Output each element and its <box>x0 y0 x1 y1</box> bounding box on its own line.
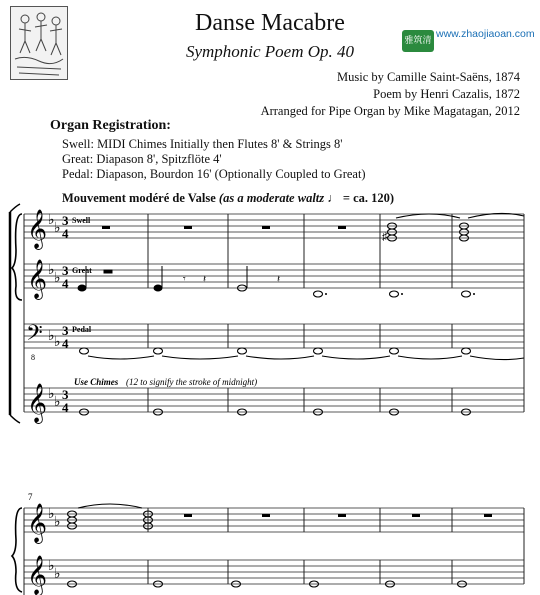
treble-clef-great: 𝄞 <box>27 261 48 298</box>
great-label: Great <box>72 266 92 275</box>
watermark-url: www.zhaojiaoan.com <box>436 28 535 40</box>
svg-text:3: 3 <box>62 263 69 278</box>
watermark-logo: 雅筑清新 <box>402 30 434 52</box>
arranger-credit: Arranged for Pipe Organ by Mike Magatagan, 2012 <box>260 104 520 118</box>
chimes-note: (12 to signify the stroke of midnight) <box>126 377 258 387</box>
time-signatures <box>62 213 69 415</box>
registration-heading: Organ Registration: <box>50 118 171 133</box>
key-signatures <box>48 213 61 410</box>
composer-credit: Music by Camille Saint-Saëns, 1874 <box>337 70 520 84</box>
svg-text:4: 4 <box>62 276 69 291</box>
octave-mark: 8 <box>31 353 35 362</box>
great-staff-lines <box>24 264 524 288</box>
system2-staff-lines <box>24 508 524 584</box>
sharp-accidental: ♯ <box>382 231 388 243</box>
svg-text:𝄽: 𝄽 <box>203 274 207 285</box>
sys2-whole-rests <box>184 514 492 517</box>
svg-text:♭: ♭ <box>48 263 55 278</box>
swell-label: Swell <box>72 216 91 225</box>
pedal-label: Pedal <box>72 325 92 334</box>
svg-text:♭: ♭ <box>48 213 55 228</box>
great-notes <box>78 266 475 297</box>
svg-text:♭: ♭ <box>48 387 55 402</box>
svg-text:4: 4 <box>62 226 69 241</box>
system2-barlines <box>24 508 524 595</box>
registration-swell: Swell: MIDI Chimes Initially then Flutes 8' & Strings 8' <box>62 137 343 151</box>
svg-text:♭: ♭ <box>48 559 55 574</box>
swell-staff-lines <box>24 214 524 238</box>
svg-text:♭: ♭ <box>48 329 55 344</box>
svg-text:𝄾: 𝄾 <box>183 274 186 285</box>
pedal-staff-lines <box>24 324 524 348</box>
svg-text:3: 3 <box>62 323 69 338</box>
tempo-metronome: ♩ = ca. 120) <box>327 191 395 205</box>
system1-bracket-top <box>10 204 20 212</box>
swell-chords <box>388 213 525 241</box>
svg-text:4: 4 <box>62 336 69 351</box>
svg-text:♭: ♭ <box>54 271 61 286</box>
svg-text:♭: ♭ <box>54 515 61 530</box>
svg-text:♭: ♭ <box>48 507 55 522</box>
swell-whole-rests <box>102 226 346 229</box>
pedal-notes <box>80 348 525 360</box>
svg-text:3: 3 <box>62 213 69 228</box>
svg-text:♭: ♭ <box>54 567 61 582</box>
piece-subtitle: Symphonic Poem Op. 40 <box>185 42 355 61</box>
sys2-key-signatures <box>48 507 61 582</box>
measure-number: 7 <box>28 492 33 502</box>
treble-clef-sys2-lower: 𝄞 <box>27 557 48 594</box>
svg-text:4: 4 <box>62 400 69 415</box>
svg-text:♭: ♭ <box>54 335 61 350</box>
svg-text:3: 3 <box>62 387 69 402</box>
tempo-italic: (as a moderate waltz <box>218 191 325 205</box>
bass-clef-pedal: 𝄢 <box>26 321 43 350</box>
chimes-staff-lines <box>24 388 524 412</box>
treble-clef-swell: 𝄞 <box>27 211 48 248</box>
poet-credit: Poem by Henri Cazalis, 1872 <box>373 87 520 101</box>
registration-pedal: Pedal: Diapason, Bourdon 16' (Optionally Coupled to Great) <box>62 167 366 181</box>
svg-text:♭: ♭ <box>54 221 61 236</box>
piece-title: Danse Macabre <box>195 10 345 36</box>
registration-great: Great: Diapason 8', Spitzflöte 4' <box>62 152 222 166</box>
system1-bracket-bottom <box>10 415 20 423</box>
chimes-instruction: Use Chimes <box>74 377 119 387</box>
manual-brace <box>12 214 22 300</box>
svg-text:𝄽: 𝄽 <box>277 274 281 285</box>
treble-clef-chimes: 𝄞 <box>27 385 48 422</box>
treble-clef-sys2-upper: 𝄞 <box>27 505 48 542</box>
svg-text:♭: ♭ <box>54 395 61 410</box>
system2-brace <box>12 508 22 592</box>
tempo-text: Mouvement modéré de Valse <box>62 191 216 205</box>
